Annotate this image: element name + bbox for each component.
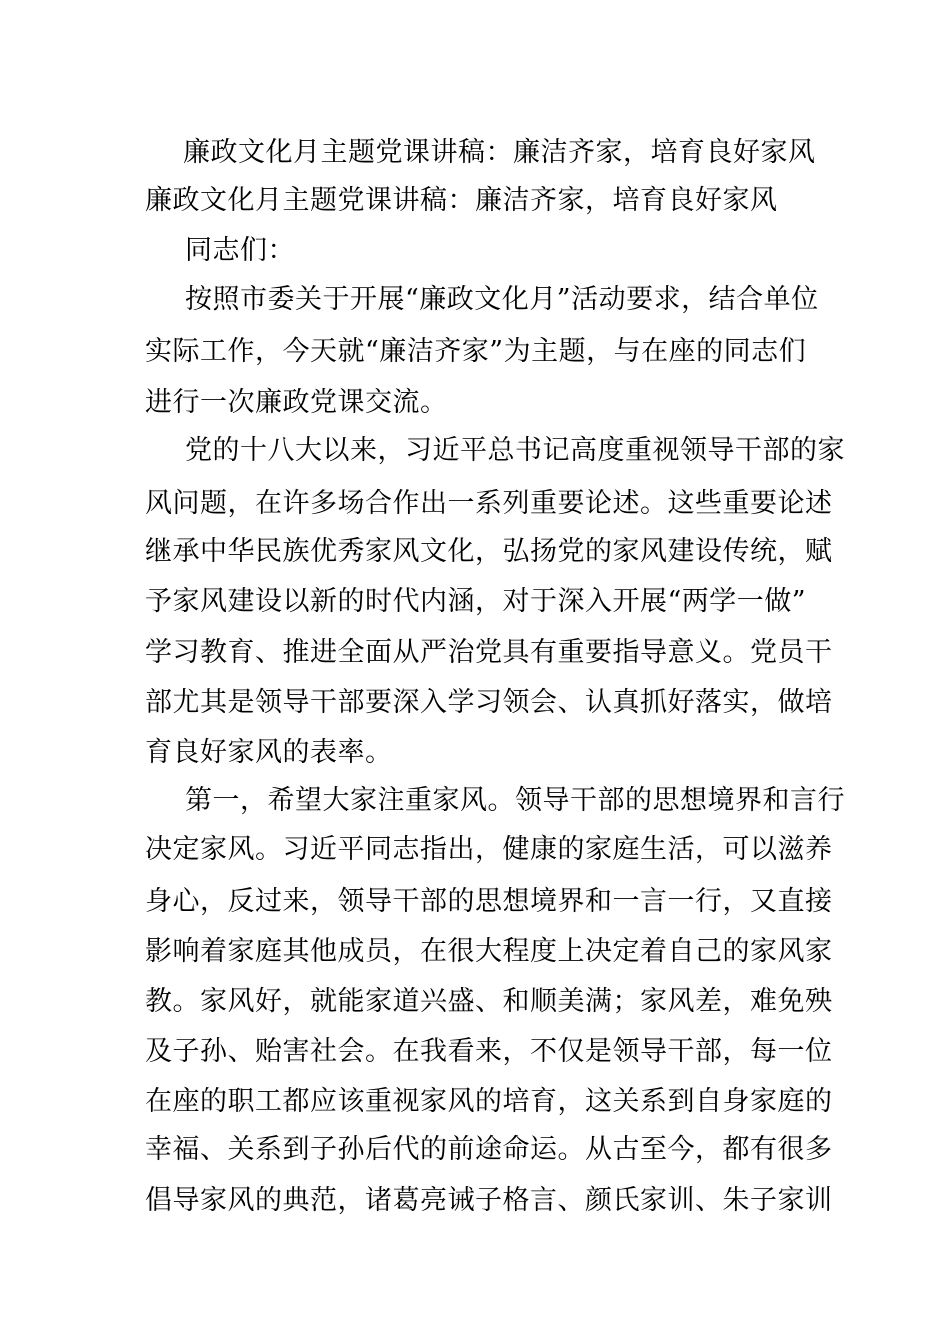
paragraph-line: 实际工作，今天就“廉洁齐家”为主题，与在座的同志们 bbox=[145, 336, 807, 367]
document-title: 廉政文化月主题党课讲稿：廉洁齐家，培育良好家风 bbox=[183, 137, 816, 168]
paragraph-line: 幸福、关系到子孙后代的前途命运。从古至今，都有很多 bbox=[145, 1134, 833, 1165]
paragraph-line: 第一，希望大家注重家风。领导干部的思想境界和言行 bbox=[185, 785, 845, 816]
paragraph-line: 继承中华民族优秀家风文化，弘扬党的家风建设传统，赋 bbox=[145, 536, 833, 567]
paragraph-line: 决定家风。习近平同志指出，健康的家庭生活，可以滋养 bbox=[145, 834, 833, 865]
paragraph-line: 及子孙、贻害社会。在我看来，不仅是领导干部，每一位 bbox=[145, 1036, 833, 1067]
paragraph-line: 予家风建设以新的时代内涵，对于深入开展“两学一做” bbox=[145, 586, 807, 617]
paragraph-line: 风问题，在许多场合作出一系列重要论述。这些重要论述 bbox=[145, 488, 833, 519]
paragraph-line: 部尤其是领导干部要深入学习领会、认真抓好落实，做培 bbox=[145, 687, 833, 718]
paragraph-line: 育良好家风的表率。 bbox=[145, 737, 393, 768]
greeting-line: 同志们： bbox=[185, 235, 295, 266]
paragraph-line: 党的十八大以来，习近平总书记高度重视领导干部的家 bbox=[185, 435, 845, 466]
paragraph-line: 进行一次廉政党课交流。 bbox=[145, 387, 448, 418]
paragraph-line: 在座的职工都应该重视家风的培育，这关系到自身家庭的 bbox=[145, 1086, 833, 1117]
document-subtitle: 廉政文化月主题党课讲稿：廉洁齐家，培育良好家风 bbox=[145, 185, 778, 216]
paragraph-line: 影响着家庭其他成员，在很大程度上决定着自己的家风家 bbox=[145, 936, 833, 967]
paragraph-line: 身心，反过来，领导干部的思想境界和一言一行，又直接 bbox=[145, 886, 833, 917]
paragraph-line: 教。家风好，就能家道兴盛、和顺美满；家风差，难免殃 bbox=[145, 986, 833, 1017]
paragraph-line: 学习教育、推进全面从严治党具有重要指导意义。党员干 bbox=[145, 637, 833, 668]
paragraph-line: 按照市委关于开展“廉政文化月”活动要求，结合单位 bbox=[185, 284, 819, 315]
paragraph-line: 倡导家风的典范，诸葛亮诫子格言、颜氏家训、朱子家训 bbox=[145, 1185, 833, 1216]
